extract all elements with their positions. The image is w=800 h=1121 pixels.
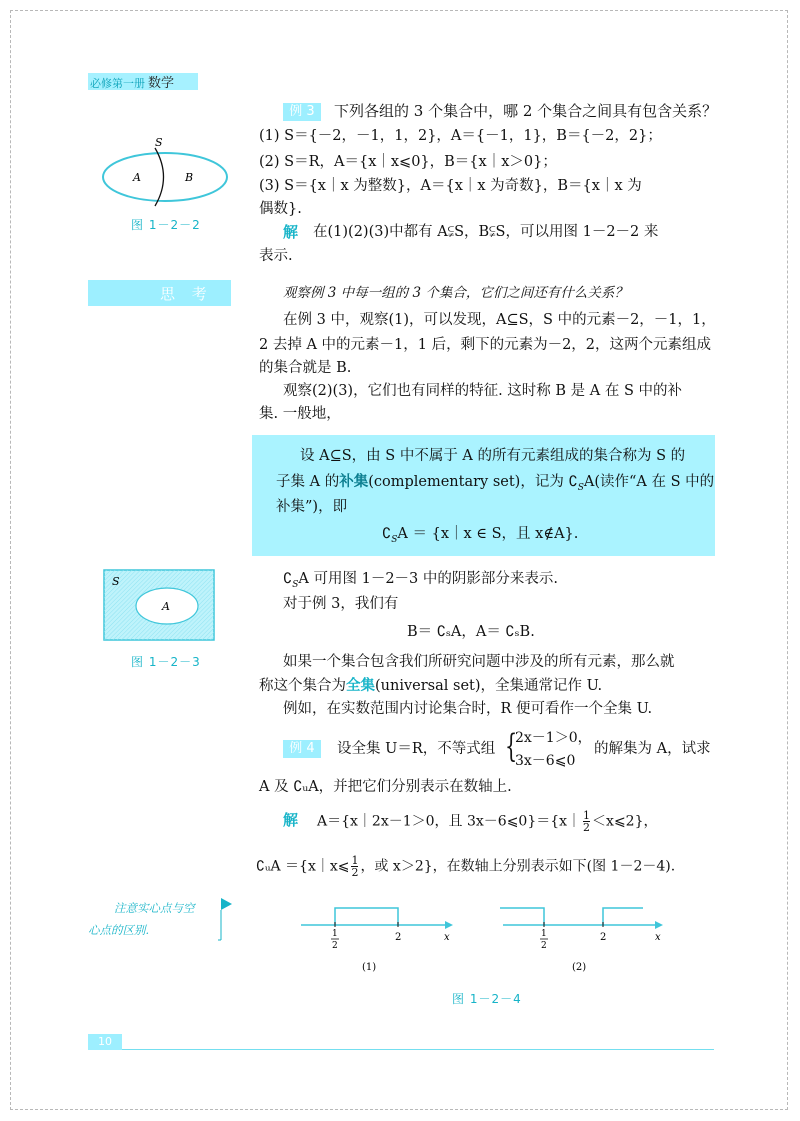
complement-c4 <box>259 676 602 696</box>
fig124-2-half-den: 2 <box>541 941 547 951</box>
definition-l2a: 子集 A 的 <box>276 474 340 490</box>
complement-c5: 例如，在实数范围内讨论集合时，R 便可看作一个全集 U. <box>283 701 653 717</box>
example4-question-2: A 及 ∁ᵤA，并把它们分别表示在数轴上. <box>259 779 512 795</box>
sol1-frac-den: 2 <box>583 821 591 834</box>
example4-sol2a: ∁ᵤA ＝{x｜x⩽ <box>256 858 350 875</box>
sol1-frac-num: 1 <box>583 809 591 822</box>
side-note-line2: 心点的区别. <box>88 923 150 937</box>
think-heading: 思 考 <box>88 280 231 306</box>
example4-brace: { <box>505 727 518 765</box>
example4-question-a: 设全集 U＝R，不等式组 <box>337 741 496 757</box>
example3-item1: (1) S＝{－2，－1，1，2}，A＝{－1，1}，B＝{－2，2}； <box>259 128 662 144</box>
example3-solution-label: 解 <box>283 223 299 241</box>
example4-sol1-fraction <box>583 810 590 833</box>
fig124-2-sub: (2) <box>572 962 587 973</box>
example4-sol2-fraction <box>351 855 358 878</box>
fig123-caption: 图 1－2－3 <box>131 655 201 669</box>
sol2-frac-den: 2 <box>351 866 359 879</box>
definition-term-complement: 补集 <box>339 473 369 490</box>
fig124-1-two: 2 <box>395 932 402 943</box>
fig123-label-a: A <box>162 600 170 613</box>
fig122-caption: 图 1－2－2 <box>131 218 201 232</box>
complement-term-universal: 全集 <box>346 677 375 694</box>
fig124-2-half-num: 1 <box>541 929 547 939</box>
definition-line3: 补集”)，即 <box>276 499 348 515</box>
think-p2: 2 去掉 A 中的元素－1，1 后，剩下的元素为－2，2，这两个元素组成 <box>259 337 712 353</box>
figure-1-2-3 <box>103 569 215 641</box>
think-p3: 的集合就是 B. <box>259 360 352 376</box>
think-p4: 观察(2)(3)，它们也有同样的特征. 这时称 B 是 A 在 S 中的补 <box>283 383 683 399</box>
example4-sol1: A＝{x｜2x－1＞0，且 3x－6⩽0}＝{x｜ <box>317 813 582 830</box>
definition-formula-sub: S <box>391 534 398 545</box>
example3-question: 下列各组的 3 个集合中，哪 2 个集合之间具有包含关系？ <box>334 102 718 120</box>
think-question: 观察例 3 中每一组的 3 个集合，它们之间还有什么关系？ <box>283 285 628 301</box>
fig124-2-two: 2 <box>600 932 607 943</box>
figure-1-2-2 <box>100 130 230 220</box>
side-note-line1: 注意实心点与空 <box>114 901 195 915</box>
example3-item3: (3) S＝{x｜x 为整数}，A＝{x｜x 为奇数}，B＝{x｜x 为 <box>259 178 642 194</box>
example4-question-b: 的解集为 A，试求 <box>594 741 711 757</box>
example4-ineq1: 2x－1＞0， <box>515 730 592 746</box>
complement-c4b: (universal set)，全集通常记作 U. <box>375 678 603 694</box>
think-p1: 在例 3 中，观察(1)，可以发现，A⊆S，S 中的元素－2，－1，1， <box>283 312 716 328</box>
page-number: 10 <box>88 1034 122 1050</box>
fig122-label-b: B <box>185 171 194 184</box>
definition-l2b: (complementary set)，记为 ∁ <box>368 474 578 490</box>
fig122-label-a: A <box>133 171 141 184</box>
figure-1-2-4-part2 <box>500 900 675 980</box>
complement-formula: B＝ ∁ₛA，A＝ ∁ₛB. <box>407 624 535 640</box>
complement-c1-sub: S <box>292 579 299 590</box>
fig124-2-x: x <box>655 932 661 943</box>
example4-solution-label: 解 <box>283 811 299 829</box>
complement-c1b: A 可用图 1－2－3 中的阴影部分来表示. <box>298 571 558 587</box>
example3-tag: 例 3 <box>283 103 321 121</box>
example4-solution-line1 <box>317 810 658 833</box>
definition-line2 <box>276 472 714 498</box>
fig123-label-s: S <box>112 575 120 588</box>
complement-c1 <box>283 569 558 595</box>
complement-c2: 对于例 3，我们有 <box>283 596 399 612</box>
example4-solution-line2 <box>256 855 675 878</box>
definition-line1: 设 A⊆S，由 S 中不属于 A 的所有元素组成的集合称为 S 的 <box>300 448 686 464</box>
fig124-caption: 图 1－2－4 <box>452 992 522 1006</box>
fig124-1-half-den: 2 <box>332 941 338 951</box>
fig122-label-s: S <box>155 136 163 149</box>
definition-formula-a: ∁ <box>382 526 392 542</box>
fig124-1-sub: (1) <box>362 962 377 973</box>
fig124-1-x: x <box>444 932 450 943</box>
fig124-1-half-num: 1 <box>332 929 338 939</box>
complement-c3: 如果一个集合包含我们所研究问题中涉及的所有元素，那么就 <box>283 654 675 670</box>
definition-l2-sub: S <box>577 482 584 493</box>
example3-solution-line1: 在(1)(2)(3)中都有 A⫋S，B⫋S，可以用图 1－2－2 来 <box>313 224 659 240</box>
complement-c4a: 称这个集合为 <box>259 678 346 694</box>
example3-item3b: 偶数}. <box>259 201 302 217</box>
think-p5: 集. 一般地， <box>259 406 341 422</box>
complement-c1a: ∁ <box>283 571 293 587</box>
side-note <box>88 897 218 941</box>
footer-rule <box>122 1049 714 1050</box>
side-note-pointer-icon <box>218 896 234 942</box>
example3-solution-line2: 表示. <box>259 248 293 264</box>
example4-tag: 例 4 <box>283 740 321 758</box>
definition-formula <box>382 524 578 550</box>
sol2-frac-num: 1 <box>351 854 359 867</box>
header-subject: 数学 <box>148 76 175 91</box>
definition-l2c: A(读作“A 在 S 中的 <box>583 474 715 490</box>
example3-item2: (2) S＝R，A＝{x｜x⩽0}，B＝{x｜x＞0}； <box>259 154 557 170</box>
figure-1-2-4-part1 <box>295 900 465 980</box>
example4-sol1-end: ＜x⩽2}， <box>592 813 658 830</box>
definition-formula-b: A ＝ {x｜x ∈ S，且 x∉A}. <box>397 526 579 542</box>
example4-sol2b: ，或 x＞2}，在数轴上分别表示如下(图 1－2－4). <box>360 858 676 875</box>
header-series: 必修第一册 <box>90 77 145 90</box>
example4-ineq2: 3x－6⩽0 <box>515 753 576 769</box>
